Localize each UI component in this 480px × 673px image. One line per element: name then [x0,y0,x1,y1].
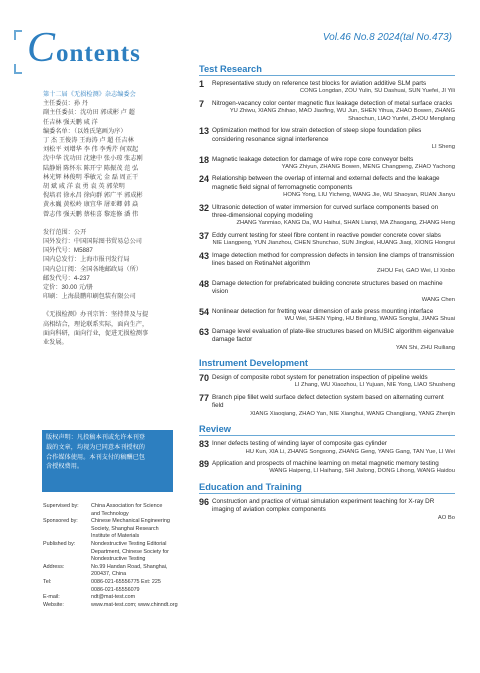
distribution-line: 国内总发行：上海市报刊发行局 [43,256,130,264]
article-title: Eddy current testing for steel fibre content in reactive powder concrete cover slabs [212,231,441,239]
contents-logo [27,25,141,71]
section-heading: Instrument Development [199,358,455,370]
pubinfo-value: Institute of Materials [91,533,140,540]
distribution-info [43,228,171,302]
article-title: Optimization method for low strain detection of steep slope foundation piles considering resonance signal interference [212,127,422,143]
copyright-line: 含授权费用。 [46,463,84,471]
pubinfo-row [43,579,203,587]
logo-initial: C [27,25,57,71]
page-number: 54 [199,307,210,318]
entry-body [212,127,455,151]
pubinfo-value: No.99 Handan Road, Shanghai, [91,563,168,570]
page-number: 77 [199,393,210,404]
article-title: Nonlinear detection for fretting wear dimension of axle press mounting interface [212,308,434,316]
article-title: Image detection method for compression defects in tension line clamps of transmission lines based on RetinaNet algorithm [212,251,455,268]
pubinfo-row [43,518,203,526]
committee-title: 第十二届《无损检测》杂志编委会 [43,91,136,98]
pubinfo-row [43,526,203,534]
article-title: Relationship between the overlap of internal and external defects and the leakage magnetic field signal of ferromagnetic components [212,175,440,191]
copyright-notice [42,430,173,492]
logo-text: ontents [56,40,141,67]
entry-body [212,440,455,456]
toc-entry[interactable] [199,374,455,390]
pubinfo-value: 200437, China [91,571,127,578]
pubinfo-key: Sponsored by: [43,518,78,525]
distribution-line: 定价：30.00 元/册 [43,284,93,292]
editorial-board [43,90,171,219]
article-title: Design of composite robot system for penetration inspection of pipeline welds [212,374,428,382]
pubinfo-value: Nondestructive Testing Editorial [91,540,167,547]
page-number: 83 [199,439,210,450]
pubinfo-key [43,533,91,541]
volume-info: Vol.46 No.8 2024(tal No.473) [322,32,452,43]
members-list [43,136,171,219]
toc-entry[interactable] [199,328,455,352]
committee-chair: 主任委员：孙 丹 [43,100,89,108]
toc-entry[interactable] [199,80,455,96]
toc-entry[interactable] [199,252,455,276]
toc-entry[interactable] [199,100,455,123]
entry-body [212,280,455,304]
pubinfo-value: China Association for Science [91,503,163,509]
section-heading: Education and Training [199,482,455,494]
copyright-line: 版权声明：凡投稿本刊或允许本刊登 [46,434,145,441]
pubinfo-key: Tel: [43,578,52,585]
pubinfo-row [43,549,203,557]
pubinfo-value: Department, Chinese Society for [91,548,169,555]
entry-body [212,80,455,96]
mission-line: 《无损检测》办刊宗旨：坚持普及与提 [43,311,149,319]
distribution-line: 国外发行：中国国际图书贸易总公司 [43,238,142,246]
article-title: Nitrogen-vacancy color center magnetic flux leakage detection of metal surface cracks [212,99,453,107]
pubinfo-row [43,503,203,511]
pubinfo-key [43,526,91,534]
toc-entry[interactable] [199,460,455,476]
pubinfo-row [43,587,203,595]
article-title: Damage detection for prefabricated building concrete structures based on machine vision [212,279,443,296]
entry-body [212,460,455,476]
article-authors: CONG Longdan, ZOU Yulin, SU Dashuai, SUN Yuefei, JI Yili [299,88,455,95]
pubinfo-row [43,533,203,541]
article-authors: ZHANG Yanmiao, KANG Da, WU Haihui, SHAN Lianqi, MA Zhaogang, ZHANG Heng [236,220,455,227]
entry-body [212,308,455,324]
toc-entry[interactable] [199,156,455,172]
mission-line: 高相结合，理论联系实际，面向生产， [43,320,149,328]
page-number: 43 [199,250,210,261]
page-number: 70 [199,373,210,384]
copyright-line: 载的文章，均视为已同意本刊授权的 [46,443,145,451]
article-authors: WANG Haipeng, LI Haihang, SHI Jialong, DONG Lihong, WANG Haidou [269,468,455,475]
pubinfo-value: 0086-021-65556079 [91,586,140,593]
page-number: 96 [199,497,210,508]
distribution-line: 邮发代号：4-237 [43,274,90,282]
vice-chair-line: 副主任委员：沈功田 郭成彬 卢 超 [43,109,135,117]
pubinfo-value: Nondestructive Testing [91,556,146,563]
toc-entry[interactable] [199,280,455,304]
member-line: 陆静娟 陈怀东 陈开宁 陈振茂 范 弘 [43,164,139,172]
toc-entry[interactable] [199,440,455,456]
article-title: Inner defects testing of winding layer of composite gas cylinder [212,440,388,448]
pubinfo-row [43,511,203,519]
article-authors: HONG Yong, LIU Yicheng, WANG Jie, WU Shaoyan, RUAN Jianyu [283,192,455,199]
pubinfo-key [43,587,91,595]
article-authors: NIE Liangpeng, YUN Jianzhou, CHEN Shunchao, SUN Jingkai, HUANG Jiaqi, XIONG Hongrui [212,240,455,247]
publication-info [43,503,203,609]
member-line: 胡 斌 咸 洋 袁 勇 袁 英 郭荣明 [43,183,125,191]
article-authors: HU Kun, XIA Li, ZHANG Songsong, ZHANG Geng, YANG Gang, TAN Yue, LI Wei [245,448,455,455]
copyright-line: 合作媒体使用。本刊支付的稿酬已包 [46,453,145,461]
article-title: Construction and practice of virtual simulation experiment teaching for X-ray DR imaging of aviation complex components [212,498,435,514]
toc-entry[interactable] [199,498,455,522]
toc-entry[interactable] [199,175,455,199]
entry-body [212,100,455,123]
distribution-line: 印刷：上海晨鹏印刷包装有限公司 [43,293,136,301]
pubinfo-row [43,556,203,564]
pubinfo-key: Published by: [43,540,76,547]
page-number: 32 [199,202,210,213]
entry-body [212,156,455,172]
section-heading: Test Research [199,64,455,76]
article-authors: YAN Shi, ZHU Ruiliang [395,344,455,351]
article-title: Magnetic leakage detection for damage of wire rope core conveyor belts [212,155,414,163]
distribution-line: 发行范围：公开 [43,228,87,236]
toc-entry[interactable] [199,204,455,228]
page-number: 89 [199,459,210,470]
entry-body [212,204,455,228]
toc-entry[interactable] [199,308,455,324]
member-line: 林光辉 林俊明 季敏元 金 磊 周正干 [43,173,139,181]
article-title: Damage level evaluation of plate-like structures based on MUSIC algorithm eigenvalue damage factor [212,327,454,344]
pubinfo-row [43,602,203,610]
mission-line: 业发展。 [43,339,68,347]
entry-body [212,328,455,352]
member-line: 沈中华 沈功田 沈建中 张小琼 张志刚 [43,155,143,163]
member-line: 倪培君 徐永昌 徐向群 郭广平 郭成彬 [43,192,143,200]
page-number: 7 [199,98,205,109]
article-title: Representative study on reference test blocks for aviation additive SLM parts [212,80,427,87]
section-heading: Review [199,424,455,436]
left-column [43,90,171,356]
pubinfo-value: 0086-021-65556775 Ext: 225 [91,578,161,585]
pubinfo-key [43,549,91,557]
article-authors: LI Sheng [431,143,455,150]
toc-entry[interactable] [199,232,455,248]
table-of-contents [199,58,455,526]
page-number: 37 [199,230,210,241]
pubinfo-key [43,556,91,564]
pubinfo-value: ndt@mat-test.com [91,594,136,601]
article-title: Ultrasonic detection of water immersion for curved surface components based on three-dimensional copying modeling [212,203,439,219]
member-line: 丁 杰 王俊涛 王海涛 卢 超 任吉林 [43,137,134,145]
article-authors: LI Zhang, WU Xiaozhou, LI Yujuan, NIE Yong, LIAO Shusheng [294,382,455,389]
article-authors: WANG Chen [421,296,455,303]
page-number: 1 [199,79,205,89]
logo-bracket-bottom [14,64,22,74]
entry-body [212,394,455,418]
pubinfo-row [43,571,203,579]
member-line: 曾志伟 强天鹏 蔡桂喜 黎连修 潘 伟 [43,210,139,218]
article-title: Application and prospects of machine learning on metal magnetic memory testing [212,460,439,468]
pubinfo-value: www.mat-test.com; www.chinndt.org [91,601,178,608]
page-number: 13 [199,126,210,137]
pubinfo-row [43,594,203,602]
article-title: Branch pipe fillet weld surface defect detection system based on alternating current field [212,394,444,410]
article-authors: XIANG Xiaoqiang, ZHAO Yan, NIE Xianghui, WANG Changjiang, YANG Zhenjin [250,410,455,417]
distribution-line: 国内总订阅：全国各地邮政局（所） [43,265,142,273]
members-title: 编委名单：（以姓氏笔画为序） [43,127,127,135]
page-number: 24 [199,174,210,185]
pubinfo-key: E-mail: [43,594,60,601]
article-authors: YANG Zhiyun, ZHANG Bowen, MENG Changpeng, ZHAO Yachong [281,163,455,170]
logo-bracket-top [14,30,22,40]
member-line: 刘松平 刘增华 李 伟 李秀芹 何双起 [43,146,139,154]
pubinfo-row [43,541,203,549]
distribution-line: 国外代号：M5887 [43,247,93,255]
member-line: 黄永巍 黄松岭 康宜华 屠亚卿 韩 焱 [43,201,139,209]
pubinfo-key [43,511,91,519]
article-authors: ZHOU Fei, GAO Wei, LI Xinbo [376,268,455,275]
mission-line: 面向科研，面向行业，促进无损检测事 [43,329,149,337]
pubinfo-key: Address: [43,563,65,570]
pubinfo-key: Supervised by: [43,503,79,509]
entry-body [212,232,455,248]
pubinfo-value: Society, Shanghai Research [91,525,159,532]
entry-body [212,374,455,390]
entry-body [212,175,455,199]
pubinfo-key [43,571,91,579]
entry-body [212,252,455,276]
toc-entry[interactable] [199,394,455,418]
article-authors: AO Bo [437,514,455,521]
page-number: 18 [199,154,210,165]
mission-statement [43,310,171,347]
pubinfo-value: Chinese Mechanical Engineering [91,518,170,525]
pubinfo-row [43,564,203,572]
pubinfo-key: Website: [43,601,64,608]
article-authors: YU Zhiwu, XIANG Zhihao, MAO Jiaofing, WU Jun, SHEN Yihua, ZHAO Bowen, ZHANG Shaochun, LIAO Yunfei, ZHOU Menglang [229,108,455,122]
vice-chair-line: 任吉林 强天鹏 咸 洋 [43,118,98,126]
toc-entry[interactable] [199,127,455,151]
pubinfo-value: and Technology [91,510,129,517]
page-number: 48 [199,278,210,289]
article-authors: WU Wei, SHEN Yiping, HU Binliang, WANG Songlai, JIANG Shuai [284,316,455,323]
entry-body [212,498,455,522]
page-number: 63 [199,326,210,337]
